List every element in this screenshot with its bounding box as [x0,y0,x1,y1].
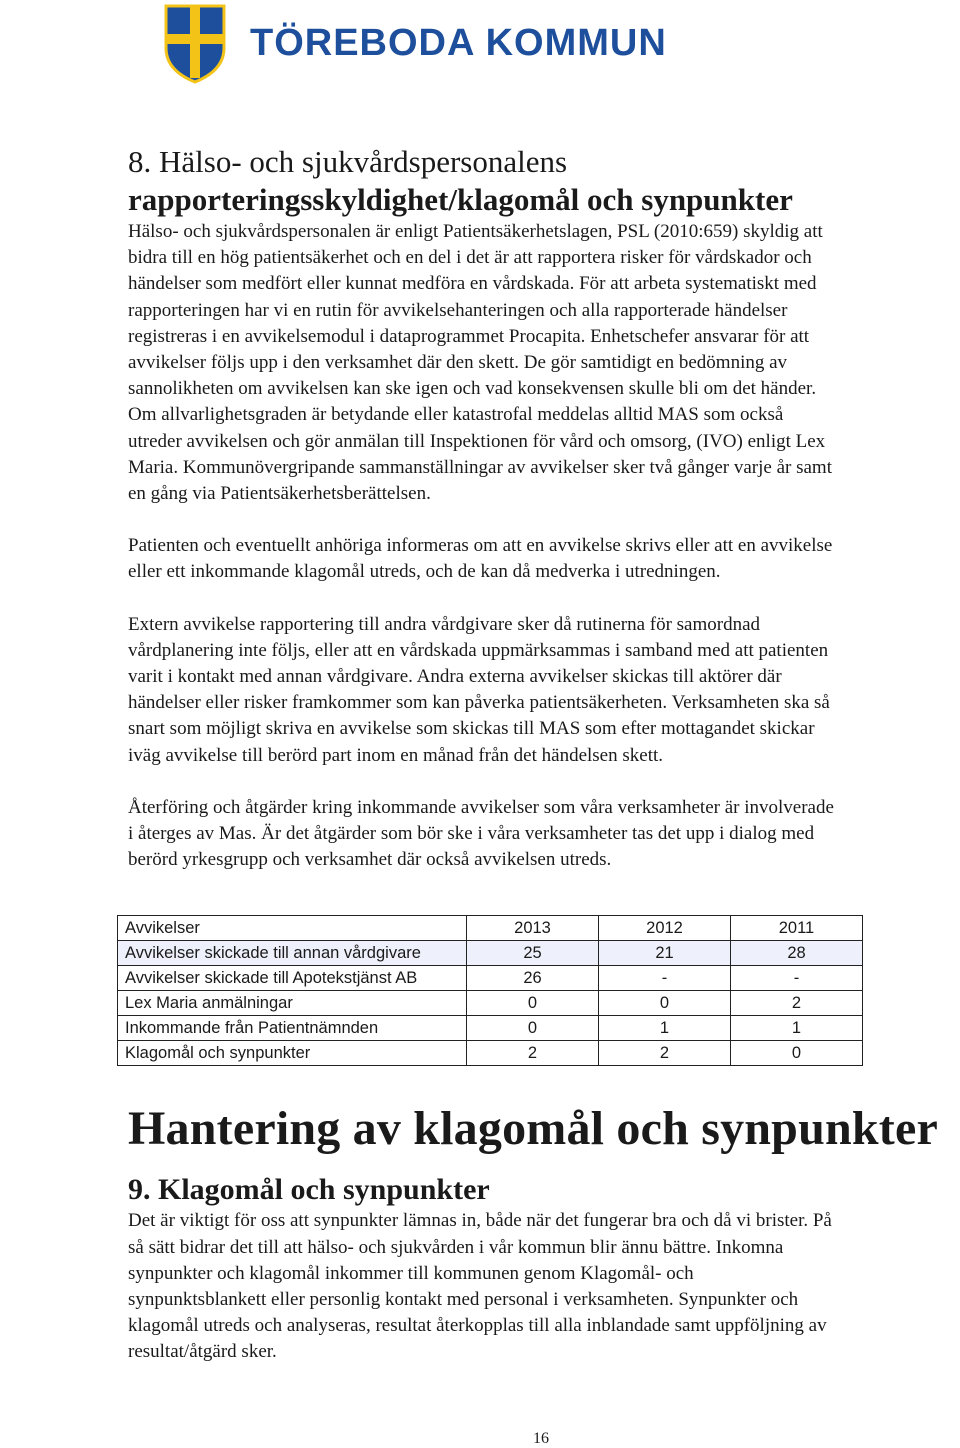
table-cell: 1 [731,1016,863,1041]
text-line: registreras i en avvikelsemodul i dataprogrammet Procapita. Enhetschefer ansvarar för att [128,325,810,347]
table-row [118,991,863,1016]
table-cell: - [731,966,863,991]
text-line: i återges av Mas. Är det åtgärder som bör ske i våra verksamheter tas det upp i dialog med [128,823,815,845]
text-line: synpunktsblankett eller personlig kontakt med personal i verksamheten. Synpunkter och [128,1289,799,1311]
section-8-heading [128,143,960,219]
text-line: iväg avvikelse till berörd part inom en månad från det händelsen skett. [128,744,663,766]
table-row [118,966,863,991]
text-line: varit i kontakt med annan vårdgivare. Andra externa avvikelser skickas till aktörer där [128,666,782,688]
table-cell: - [599,966,731,991]
text-line: eller ett inkommande klagomål utreds, och de kan då medverka i utredningen. [128,561,721,583]
table-cell: 0 [599,991,731,1016]
text-line: Det är viktigt för oss att synpunkter lämnas in, både när det fungerar bra och då vi brister. På [128,1210,832,1232]
table-header-row [118,916,863,941]
table-cell: 28 [731,941,863,966]
text-line: resultat/åtgärd sker. [128,1341,277,1363]
table-row [118,941,863,966]
table-cell: 0 [467,1016,599,1041]
section-8-paragraph-1 [128,219,960,507]
table-cell: 0 [467,991,599,1016]
page-number: 16 [533,1430,549,1447]
municipal-shield-logo [164,4,226,84]
text-line: berörd yrkesgrupp och verksamhet där också avvikelsen utreds. [128,849,612,871]
table-header-cell: 2011 [731,916,863,941]
table-cell: 21 [599,941,731,966]
table-cell: 26 [467,966,599,991]
section-8-title-line1: 8. Hälso- och sjukvårdspersonalens [128,144,568,179]
table-cell: 2 [731,991,863,1016]
text-line: bidra till en hög patientsäkerhet och en del i det är att rapportera risker för vårdskador och [128,247,812,269]
text-line: så sätt bidrar det till att hälso- och sjukvården i vår kommun blir ännu bättre. Inkomna [128,1236,784,1258]
text-line: rapporteringen har vi en rutin för avvikelsehanteringen och alla rapporterade händelser [128,299,788,321]
table-cell: 1 [599,1016,731,1041]
table-cell: 25 [467,941,599,966]
section-8-title-line2: rapporteringsskyldighet/klagomål och synpunkter [128,182,793,217]
section-8-paragraph-4 [128,795,960,874]
table-row [118,1041,863,1066]
text-line: vårdplanering inte följs, eller att en vårdskada uppmärksammas i samband med att patienten [128,639,829,661]
table-header-cell: 2012 [599,916,731,941]
org-name: TÖREBODA KOMMUN [250,22,667,64]
table-cell: 2 [599,1041,731,1066]
text-line: Maria. Kommunövergripande sammanställningar av avvikelser sker två gånger varje år samt [128,456,832,478]
section-8-paragraph-3 [128,612,960,769]
text-line: Patienten och eventuellt anhöriga informeras om att en avvikelse skrivs eller att en avvikelse [128,535,833,557]
text-line: snart som möjligt skriva en avvikelse som skickas till MAS som efter mottagandet skickar [128,718,815,740]
table-header-cell: Avvikelser [118,916,467,941]
text-line: Hälso- och sjukvårdspersonalen är enligt Patientsäkerhetslagen, PSL (2010:659) skyldig att [128,221,823,242]
text-line: en gång via Patientsäkerhetsberättelsen. [128,483,431,505]
text-line: händelser eller risker framkommer som kan påverka patientsäkerheten. Verksamheten ska så [128,692,830,714]
table-cell: Inkommande från Patientnämnden [118,1016,467,1041]
text-line: klagomål utreds och analyseras, resultat återkopplas till alla inblandade samt uppföljning av [128,1315,827,1337]
table-cell: Avvikelser skickade till Apotekstjänst AB [118,966,467,991]
text-line: avvikelser följs upp i den verksamhet där den skett. De gör samtidigt en bedömning av [128,352,788,374]
table-cell: Klagomål och synpunkter [118,1041,467,1066]
text-line: sannolikheten om avvikelsen kan ske igen och vad konsekvensen skulle bli om det händer. [128,378,817,400]
text-line: Extern avvikelse rapportering till andra vårdgivare sker då rutinerna för samordnad [128,613,761,635]
section-9-heading: 9. Klagomål och synpunkter [128,1173,490,1207]
text-line: utreder avvikelsen och gör anmälan till Inspektionen för vård och omsorg, (IVO) enligt Lex [128,430,826,452]
section-8-paragraph-2 [128,533,960,585]
text-line: Om allvarlighetsgraden är betydande eller katastrofal meddelas alltid MAS som också [128,404,784,426]
table-cell: 0 [731,1041,863,1066]
table-header-cell: 2013 [467,916,599,941]
deviations-table [117,915,863,1066]
text-line: Återföring och åtgärder kring inkommande avvikelser som våra verksamheter är involverade [128,796,834,818]
section-9-paragraph [128,1208,960,1365]
table-row [118,1016,863,1041]
text-line: synpunkter och klagomål inkommer till kommunen genom Klagomål- och [128,1262,694,1284]
table-cell: 2 [467,1041,599,1066]
text-line: händelser som medfört eller kunnat medföra en vårdskada. För att arbeta systematiskt med [128,273,817,295]
table-cell: Avvikelser skickade till annan vårdgivare [118,941,467,966]
table-cell: Lex Maria anmälningar [118,991,467,1016]
main-heading: Hantering av klagomål och synpunkter [128,1102,938,1156]
page-header [0,0,960,90]
document-body [125,143,960,1366]
